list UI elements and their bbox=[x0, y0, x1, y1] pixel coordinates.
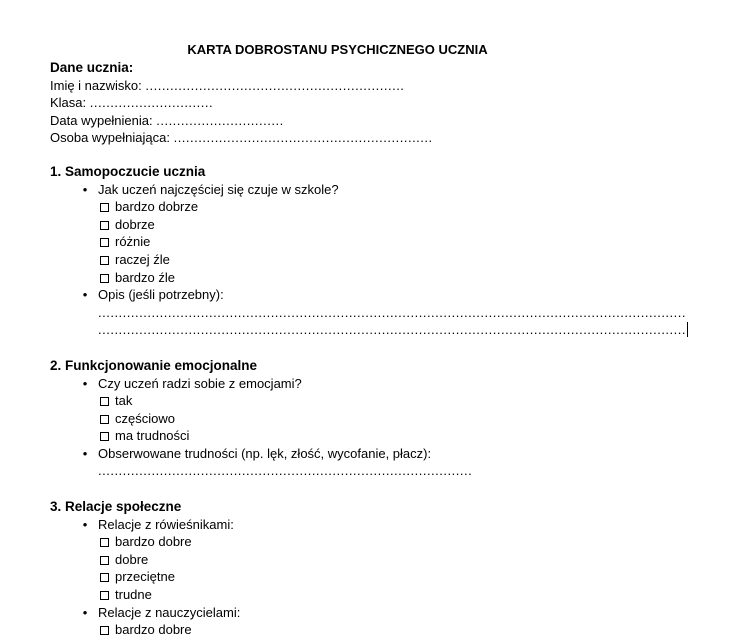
checkbox-icon[interactable] bbox=[100, 397, 109, 406]
checkbox-icon[interactable] bbox=[100, 274, 109, 283]
bullet-icon: • bbox=[82, 287, 88, 303]
field-name bbox=[50, 77, 690, 95]
checkbox-option[interactable] bbox=[50, 198, 690, 216]
section-1-question bbox=[50, 181, 690, 199]
checkbox-icon[interactable] bbox=[100, 256, 109, 265]
question-text: Obserwowane trudności (np. lęk, złość, wycofanie, płacz): bbox=[98, 445, 432, 461]
section-3-question-2 bbox=[50, 604, 690, 622]
field-label: Imię i nazwisko: bbox=[50, 77, 146, 93]
checkbox-option[interactable] bbox=[50, 621, 690, 639]
bullet-icon: • bbox=[82, 604, 88, 620]
checkbox-icon[interactable] bbox=[100, 573, 109, 582]
description-dots: ............................................................................................................................................... bbox=[98, 322, 686, 338]
spacer bbox=[50, 339, 690, 357]
field-filler bbox=[50, 129, 690, 147]
document-page bbox=[50, 41, 690, 639]
option-label: trudne bbox=[115, 587, 152, 603]
difficulties-line[interactable]: ........................................................................................... bbox=[98, 463, 473, 479]
bullet-icon: • bbox=[82, 445, 88, 461]
student-data-heading: Dane ucznia: bbox=[50, 60, 134, 75]
checkbox-option[interactable] bbox=[50, 392, 690, 410]
field-class bbox=[50, 94, 690, 112]
field-dots[interactable]: ............................................................... bbox=[145, 77, 405, 93]
checkbox-option[interactable] bbox=[50, 269, 690, 287]
option-label: bardzo dobrze bbox=[115, 199, 199, 215]
field-label: Klasa: bbox=[50, 95, 90, 111]
question-text: Relacje z rówieśnikami: bbox=[98, 516, 234, 532]
bullet-icon: • bbox=[82, 516, 88, 532]
field-dots[interactable]: ............................................................... bbox=[173, 130, 433, 146]
option-label: dobre bbox=[115, 551, 149, 567]
checkbox-option[interactable] bbox=[50, 251, 690, 269]
section-2-heading: 2. Funkcjonowanie emocjonalne bbox=[50, 357, 258, 373]
field-label: Osoba wypełniająca: bbox=[50, 130, 174, 146]
spacer bbox=[50, 480, 690, 498]
bullet-icon: • bbox=[82, 375, 88, 391]
option-label: częściowo bbox=[115, 410, 175, 426]
checkbox-option[interactable] bbox=[50, 216, 690, 234]
question-text: Opis (jeśli potrzebny): bbox=[98, 287, 224, 303]
description-line-1[interactable]: ............................................................................................................................................... bbox=[98, 304, 686, 320]
checkbox-icon[interactable] bbox=[100, 415, 109, 424]
checkbox-option[interactable] bbox=[50, 533, 690, 551]
question-text: Jak uczeń najczęściej się czuje w szkole? bbox=[98, 181, 339, 197]
option-label: dobrze bbox=[115, 216, 155, 232]
description-label bbox=[50, 286, 690, 304]
option-label: tak bbox=[115, 393, 133, 409]
checkbox-icon[interactable] bbox=[100, 626, 109, 635]
field-dots[interactable]: .............................. bbox=[89, 95, 214, 111]
checkbox-icon[interactable] bbox=[100, 538, 109, 547]
checkbox-option[interactable] bbox=[50, 568, 690, 586]
question-text: Czy uczeń radzi sobie z emocjami? bbox=[98, 375, 302, 391]
option-label: bardzo dobre bbox=[115, 534, 192, 550]
checkbox-icon[interactable] bbox=[100, 203, 109, 212]
bullet-icon: • bbox=[82, 181, 88, 197]
spacer bbox=[50, 147, 690, 163]
text-cursor bbox=[687, 322, 688, 337]
option-label: bardzo źle bbox=[115, 269, 175, 285]
field-date bbox=[50, 112, 690, 130]
option-label: przeciętne bbox=[115, 569, 175, 585]
checkbox-icon[interactable] bbox=[100, 591, 109, 600]
field-label: Data wypełnienia: bbox=[50, 112, 157, 128]
checkbox-option[interactable] bbox=[50, 410, 690, 428]
option-label: różnie bbox=[115, 234, 151, 250]
checkbox-option[interactable] bbox=[50, 233, 690, 251]
checkbox-option[interactable] bbox=[50, 427, 690, 445]
section-2-question bbox=[50, 375, 690, 393]
question-text: Relacje z nauczycielami: bbox=[98, 604, 241, 620]
section-3-heading: 3. Relacje społeczne bbox=[50, 499, 182, 515]
option-label: bardzo dobre bbox=[115, 622, 192, 638]
checkbox-icon[interactable] bbox=[100, 432, 109, 441]
checkbox-icon[interactable] bbox=[100, 238, 109, 247]
checkbox-option[interactable] bbox=[50, 586, 690, 604]
option-label: ma trudności bbox=[115, 428, 190, 444]
option-label: raczej źle bbox=[115, 251, 170, 267]
field-dots[interactable]: ............................... bbox=[156, 112, 284, 128]
section-3-question-1 bbox=[50, 516, 690, 534]
section-1-heading: 1. Samopoczucie ucznia bbox=[50, 163, 206, 179]
checkbox-option[interactable] bbox=[50, 551, 690, 569]
checkbox-icon[interactable] bbox=[100, 556, 109, 565]
checkbox-icon[interactable] bbox=[100, 221, 109, 230]
document-title: KARTA DOBROSTANU PSYCHICZNEGO UCZNIA bbox=[187, 42, 488, 57]
description-line-2[interactable] bbox=[50, 321, 690, 339]
difficulties-label bbox=[50, 445, 690, 463]
